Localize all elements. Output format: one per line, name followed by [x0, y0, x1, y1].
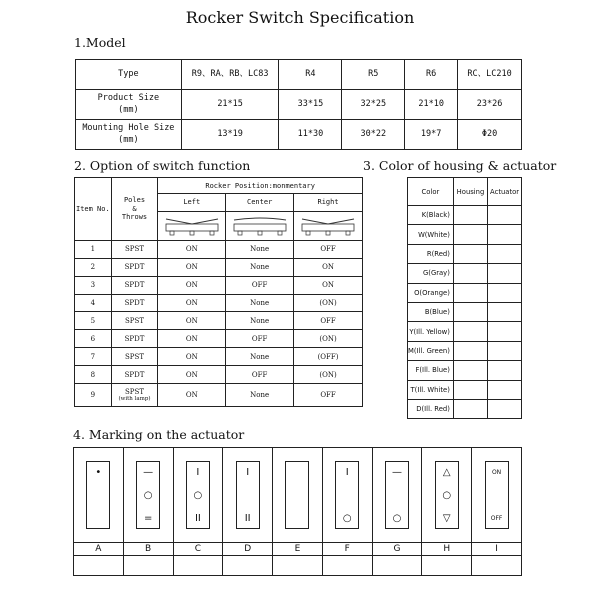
left-position-cell: ON [158, 384, 226, 407]
left-position-cell: ON [158, 240, 226, 258]
model-row [76, 60, 522, 90]
color-name-cell: B(Blue) [408, 302, 454, 321]
housing-header: Housing [453, 178, 487, 206]
marking-bottom-symbol: OFF [490, 515, 503, 522]
model-cell: R5 [342, 60, 405, 90]
marking-blank-cell [472, 556, 522, 576]
marking-bottom-symbol: II [194, 513, 201, 524]
marking-cell [173, 448, 223, 543]
color-row [408, 283, 522, 302]
model-cell: 32*25 [342, 90, 405, 120]
rocker-left-icon [162, 215, 222, 237]
item-no-cell: 6 [75, 330, 112, 348]
poles-cell [111, 330, 158, 348]
center-position-cell: OFF [226, 366, 294, 384]
actuator-cell [488, 283, 522, 302]
actuator-cell [488, 361, 522, 380]
poles-throws-header: Poles & Throws [111, 178, 158, 241]
housing-cell [453, 322, 487, 341]
color-header: Color [408, 178, 454, 206]
poles-value: SPST [125, 388, 144, 397]
marking-bottom-symbol: = [143, 513, 153, 524]
marking-bottom-symbol: ○ [392, 513, 402, 524]
actuator-cell [488, 264, 522, 283]
marking-top-symbol: I [196, 467, 200, 478]
marking-blank-cell [173, 556, 223, 576]
marking-letter-cell: G [372, 543, 422, 556]
item-no-cell: 7 [75, 348, 112, 366]
model-cell: RC、LC210 [458, 60, 522, 90]
model-row [76, 120, 522, 150]
marking-bottom-symbol: II [244, 513, 251, 524]
actuator-cell [488, 206, 522, 225]
switch-right-drawing [294, 211, 363, 240]
function-row [75, 240, 363, 258]
section-title-function: 2. Option of switch function [74, 158, 251, 173]
right-position-cell: ON [294, 276, 363, 294]
model-cell: Φ20 [458, 120, 522, 150]
poles-value: SPDT [124, 299, 145, 307]
section-title-marking: 4. Marking on the actuator [73, 427, 245, 442]
marking-middle-symbol: ○ [442, 490, 452, 501]
color-row [408, 302, 522, 321]
color-name-cell: W(White) [408, 225, 454, 244]
actuator-rocker [186, 461, 210, 529]
marking-letter-cell: A [74, 543, 124, 556]
right-position-cell: OFF [294, 312, 363, 330]
function-row [75, 312, 363, 330]
actuator-cell [488, 244, 522, 263]
model-cell: R4 [279, 60, 342, 90]
left-position-cell: ON [158, 258, 226, 276]
right-position-cell: OFF [294, 240, 363, 258]
housing-cell [453, 244, 487, 263]
model-row-label: Mounting Hole Size (mm) [76, 120, 182, 150]
center-position-cell: None [226, 384, 294, 407]
actuator-cell [488, 399, 522, 418]
poles-value: SPST [125, 245, 144, 254]
marking-cell [123, 448, 173, 543]
poles-value: SPST [125, 352, 144, 361]
actuator-cell [488, 380, 522, 399]
marking-cell [273, 448, 323, 543]
color-row [408, 206, 522, 225]
marking-blank-cell [422, 556, 472, 576]
marking-blank-cell [123, 556, 173, 576]
color-name-cell: Y(Ill. Yellow) [408, 322, 454, 341]
function-row [75, 294, 363, 312]
model-cell: 11*30 [279, 120, 342, 150]
switch-left-drawing [158, 211, 226, 240]
right-position-cell: (OFF) [294, 348, 363, 366]
function-row [75, 348, 363, 366]
item-no-header: Item No. [75, 178, 112, 241]
poles-cell [111, 276, 158, 294]
color-row [408, 244, 522, 263]
marking-top-symbol: • [95, 467, 102, 478]
actuator-rocker [236, 461, 260, 529]
actuator-cell [488, 322, 522, 341]
marking-top-symbol: △ [442, 467, 451, 478]
poles-value: SPDT [124, 370, 145, 379]
model-cell: 33*15 [279, 90, 342, 120]
item-no-cell: 5 [75, 312, 112, 330]
marking-bottom-symbol: ○ [342, 513, 352, 524]
function-row [75, 258, 363, 276]
model-row-label: Type [76, 60, 182, 90]
color-row [408, 341, 522, 360]
marking-blank-cell [223, 556, 273, 576]
function-row [75, 366, 363, 384]
center-position-cell: OFF [226, 330, 294, 348]
switch-function-table [74, 177, 363, 407]
left-position-cell: ON [158, 348, 226, 366]
marking-letter-cell: D [223, 543, 273, 556]
poles-cell [111, 240, 158, 258]
item-no-cell: 2 [75, 258, 112, 276]
right-position-cell: (ON) [294, 294, 363, 312]
center-position-cell: None [226, 312, 294, 330]
rocker-center-icon [230, 215, 290, 237]
model-cell: R9、RA、RB、LC83 [181, 60, 279, 90]
poles-cell [111, 366, 158, 384]
actuator-cell [488, 341, 522, 360]
center-position-cell: None [226, 348, 294, 366]
page-title: Rocker Switch Specification [185, 8, 415, 27]
center-position-cell: None [226, 258, 294, 276]
position-center-header: Center [226, 194, 294, 212]
marking-blank-cell [372, 556, 422, 576]
poles-cell [111, 384, 158, 407]
marking-cell [372, 448, 422, 543]
right-position-cell: (ON) [294, 330, 363, 348]
center-position-cell: None [226, 294, 294, 312]
marking-top-symbol: — [391, 467, 402, 478]
model-cell: 23*26 [458, 90, 522, 120]
model-cell: 21*10 [405, 90, 458, 120]
color-row [408, 322, 522, 341]
color-row [408, 361, 522, 380]
color-row [408, 225, 522, 244]
marking-letter-cell: B [123, 543, 173, 556]
function-row [75, 384, 363, 407]
color-row [408, 264, 522, 283]
housing-cell [453, 380, 487, 399]
left-position-cell: ON [158, 366, 226, 384]
function-row [75, 276, 363, 294]
color-name-cell: M(Ill. Green) [408, 341, 454, 360]
right-position-cell: ON [294, 258, 363, 276]
poles-value: SPDT [124, 281, 145, 290]
poles-cell [111, 258, 158, 276]
item-no-cell: 8 [75, 366, 112, 384]
marking-letter-cell: E [273, 543, 323, 556]
marking-top-symbol: ON [491, 469, 502, 476]
section-title-color: 3. Color of housing & actuator [363, 158, 557, 173]
function-row [75, 330, 363, 348]
marking-letter-cell: F [322, 543, 372, 556]
color-name-cell: O(Orange) [408, 283, 454, 302]
rocker-position-header: Rocker Position:monmentary [158, 178, 363, 194]
left-position-cell: ON [158, 294, 226, 312]
marking-letter-cell: C [173, 543, 223, 556]
marking-cell [422, 448, 472, 543]
housing-cell [453, 399, 487, 418]
poles-value: SPDT [124, 263, 145, 272]
color-row [408, 380, 522, 399]
actuator-rocker [435, 461, 459, 529]
poles-cell [111, 294, 158, 312]
housing-cell [453, 302, 487, 321]
color-name-cell: T(Ill. White) [408, 380, 454, 399]
actuator-cell [488, 225, 522, 244]
position-left-header: Left [158, 194, 226, 212]
center-position-cell: None [226, 240, 294, 258]
actuator-cell [488, 302, 522, 321]
model-table [75, 59, 522, 150]
marking-cell [74, 448, 124, 543]
marking-blank-cell [74, 556, 124, 576]
actuator-rocker [335, 461, 359, 529]
item-no-cell: 1 [75, 240, 112, 258]
item-no-cell: 3 [75, 276, 112, 294]
actuator-rocker [136, 461, 160, 529]
model-cell: 19*7 [405, 120, 458, 150]
section-title-model: 1.Model [74, 35, 126, 50]
marking-cell [322, 448, 372, 543]
color-name-cell: G(Gray) [408, 264, 454, 283]
actuator-header: Actuator [488, 178, 522, 206]
poles-cell [111, 312, 158, 330]
color-name-cell: D(Ill. Red) [408, 399, 454, 418]
housing-cell [453, 225, 487, 244]
marking-cell [472, 448, 522, 543]
item-no-cell: 9 [75, 384, 112, 407]
right-position-cell: OFF [294, 384, 363, 407]
marking-cell [223, 448, 273, 543]
poles-cell [111, 348, 158, 366]
center-position-cell: OFF [226, 276, 294, 294]
marking-middle-symbol: ○ [143, 490, 153, 501]
housing-cell [453, 206, 487, 225]
model-cell: 30*22 [342, 120, 405, 150]
actuator-rocker [485, 461, 509, 529]
actuator-rocker [385, 461, 409, 529]
color-name-cell: F(Ill. Blue) [408, 361, 454, 380]
position-right-header: Right [294, 194, 363, 212]
item-no-cell: 4 [75, 294, 112, 312]
marking-top-symbol: I [345, 467, 349, 478]
marking-middle-symbol: ○ [193, 490, 203, 501]
color-table [407, 177, 522, 419]
housing-cell [453, 361, 487, 380]
color-row [408, 399, 522, 418]
color-name-cell: K(Black) [408, 206, 454, 225]
marking-bottom-symbol: ▽ [442, 513, 451, 524]
marking-blank-cell [322, 556, 372, 576]
left-position-cell: ON [158, 330, 226, 348]
housing-cell [453, 264, 487, 283]
model-row-label: Product Size (mm) [76, 90, 182, 120]
marking-top-symbol: I [246, 467, 250, 478]
left-position-cell: ON [158, 276, 226, 294]
model-cell: R6 [405, 60, 458, 90]
housing-cell [453, 283, 487, 302]
left-position-cell: ON [158, 312, 226, 330]
actuator-rocker [285, 461, 309, 529]
poles-sub-note: (with lamp) [118, 396, 151, 403]
marking-table [73, 447, 522, 576]
model-cell: 13*19 [181, 120, 279, 150]
marking-blank-cell [273, 556, 323, 576]
marking-top-symbol: — [143, 467, 154, 478]
poles-value: SPDT [124, 334, 145, 343]
rocker-right-icon [298, 215, 358, 237]
housing-cell [453, 341, 487, 360]
model-row [76, 90, 522, 120]
poles-value: SPST [125, 316, 144, 325]
right-position-cell: (ON) [294, 366, 363, 384]
marking-letter-cell: I [472, 543, 522, 556]
switch-center-drawing [226, 211, 294, 240]
marking-letter-cell: H [422, 543, 472, 556]
color-name-cell: R(Red) [408, 244, 454, 263]
model-cell: 21*15 [181, 90, 279, 120]
actuator-rocker [86, 461, 110, 529]
